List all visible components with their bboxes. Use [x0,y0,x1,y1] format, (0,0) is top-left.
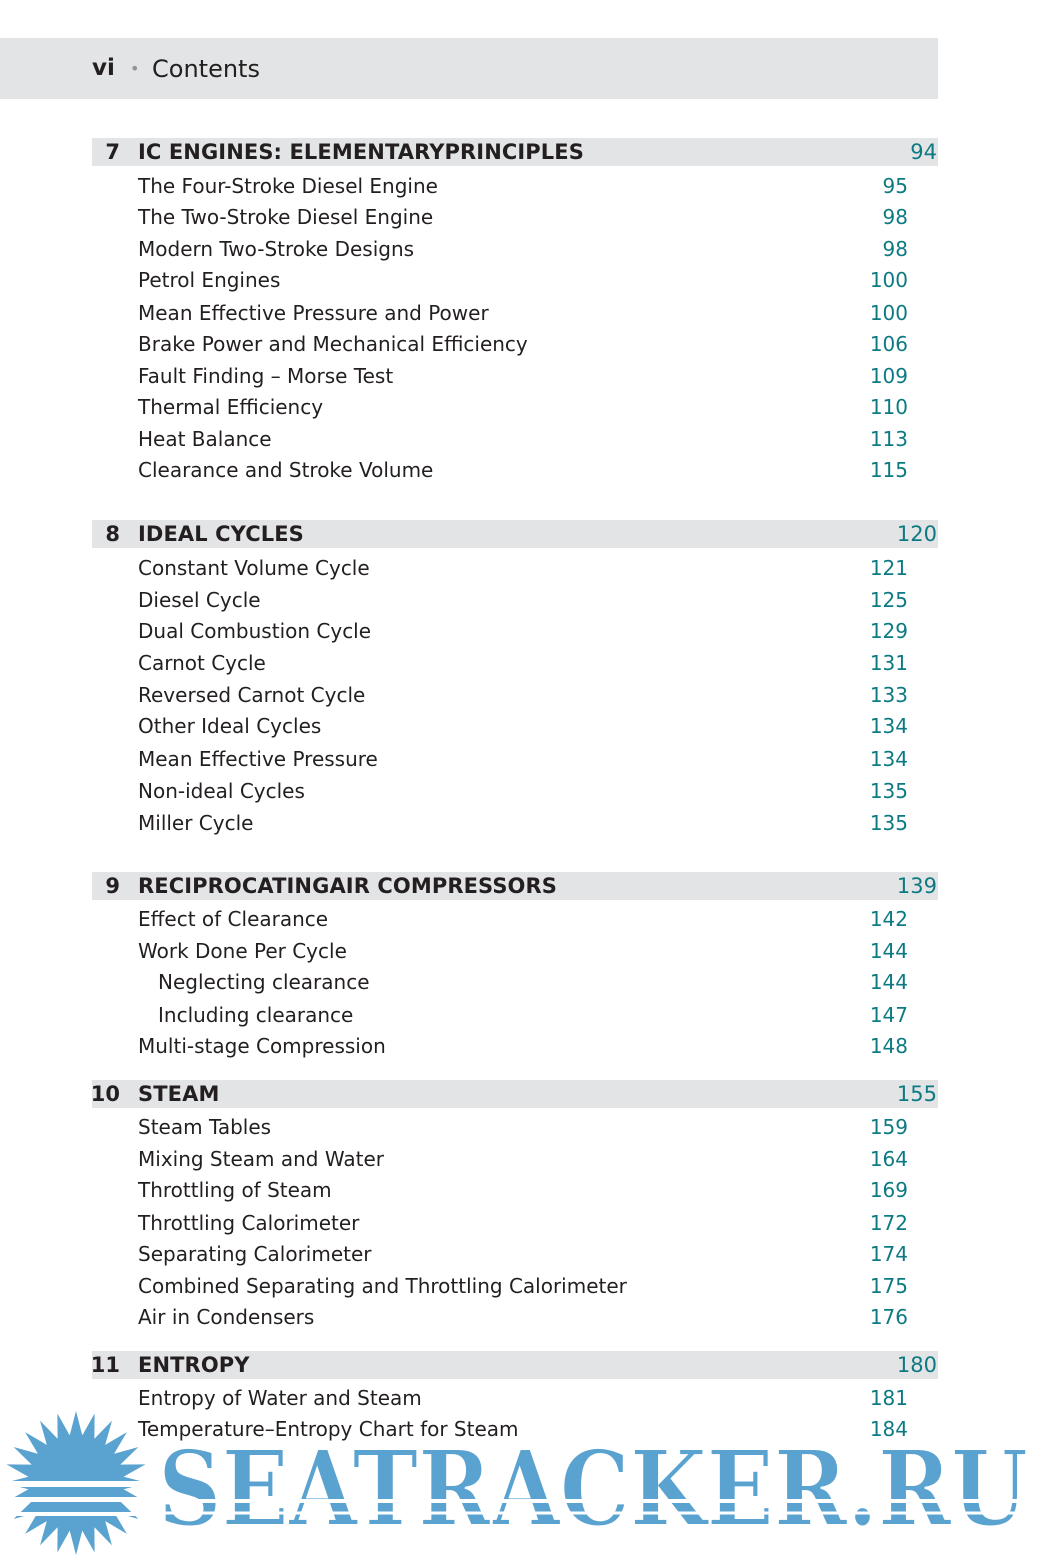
toc-entry[interactable]: Steam Tables [138,1115,272,1139]
toc-entry[interactable]: Effect of Clearance [138,907,329,931]
chapter-page[interactable]: 155 [896,1082,937,1106]
toc-page[interactable]: 106 [869,332,908,356]
toc-page[interactable]: 134 [869,714,908,738]
chapter-title[interactable]: IC ENGINES: ELEMENTARYPRINCIPLES [138,140,584,164]
toc-entry[interactable]: Thermal Efficiency [138,395,324,419]
toc-entry[interactable]: The Four-Stroke Diesel Engine [138,174,438,198]
toc-entry[interactable]: The Two-Stroke Diesel Engine [138,205,434,229]
chapter-title[interactable]: IDEAL CYCLES [138,522,304,546]
toc-entry[interactable]: Carnot Cycle [138,651,266,675]
toc-page[interactable]: 121 [869,556,908,580]
toc-page[interactable]: 135 [869,779,908,803]
toc-page[interactable]: 98 [882,237,908,261]
chapter-number: 11 [90,1353,120,1377]
toc-page[interactable]: 181 [869,1386,908,1410]
toc-page[interactable]: 131 [869,651,908,675]
toc-entry[interactable]: Separating Calorimeter [138,1242,372,1266]
toc-entry[interactable]: Diesel Cycle [138,588,261,612]
toc-entry[interactable]: Throttling of Steam [138,1178,332,1202]
chapter-page[interactable]: 94 [910,140,937,164]
chapter-number: 9 [105,874,120,898]
watermark-text: SEATRACKER.RU [158,1427,1028,1550]
toc-page[interactable]: 98 [882,205,908,229]
toc-entry[interactable]: Brake Power and Mechanical Efficiency [138,332,528,356]
watermark [0,1405,1041,1561]
toc-page[interactable]: 142 [869,907,908,931]
toc-entry[interactable]: Entropy of Water and Steam [138,1386,422,1410]
toc-page[interactable]: 109 [869,364,908,388]
toc-page[interactable]: 172 [869,1211,908,1235]
chapter-number: 10 [90,1082,120,1106]
toc-page[interactable]: 129 [869,619,908,643]
toc-subentry[interactable]: Neglecting clearance [158,970,370,994]
chapter-title[interactable]: ENTROPY [138,1353,250,1377]
chapter-page[interactable]: 139 [896,874,937,898]
toc-entry[interactable]: Mean Effective Pressure [138,747,378,771]
page-number: vi [92,55,115,81]
toc-subentry[interactable]: Including clearance [158,1003,354,1027]
toc-entry[interactable]: Non-ideal Cycles [138,779,305,803]
page-title: Contents [152,55,260,83]
header-separator: • [130,59,140,78]
sun-icon [0,1411,160,1555]
toc-entry[interactable]: Miller Cycle [138,811,254,835]
toc-entry[interactable]: Combined Separating and Throttling Calorimeter [138,1274,627,1298]
chapter-title[interactable]: STEAM [138,1082,220,1106]
toc-page[interactable]: 184 [869,1417,908,1441]
toc-entry[interactable]: Clearance and Stroke Volume [138,458,434,482]
chapter-number: 8 [105,522,120,546]
toc-entry[interactable]: Multi-stage Compression [138,1034,386,1058]
toc-page[interactable]: 176 [869,1305,908,1329]
chapter-page[interactable]: 180 [896,1353,937,1377]
toc-page[interactable]: 164 [869,1147,908,1171]
toc-page[interactable]: 148 [869,1034,908,1058]
toc-page[interactable]: 113 [869,427,908,451]
toc-page[interactable]: 147 [869,1003,908,1027]
toc-entry[interactable]: Modern Two-Stroke Designs [138,237,415,261]
toc-entry[interactable]: Heat Balance [138,427,272,451]
chapter-title[interactable]: RECIPROCATINGAIR COMPRESSORS [138,874,558,898]
chapter-page[interactable]: 120 [896,522,937,546]
toc-entry[interactable]: Petrol Engines [138,268,281,292]
toc-page[interactable]: 125 [869,588,908,612]
toc-page[interactable]: 95 [882,174,908,198]
toc-entry[interactable]: Throttling Calorimeter [138,1211,360,1235]
toc-page[interactable]: 115 [869,458,908,482]
toc-entry[interactable]: Work Done Per Cycle [138,939,347,963]
toc-page[interactable]: 144 [869,970,908,994]
toc-entry[interactable]: Reversed Carnot Cycle [138,683,366,707]
toc-page[interactable]: 100 [869,268,908,292]
toc-page[interactable]: 133 [869,683,908,707]
toc-entry[interactable]: Mean Effective Pressure and Power [138,301,489,325]
running-header [0,38,938,99]
toc-page[interactable]: 169 [869,1178,908,1202]
toc-entry[interactable]: Temperature–Entropy Chart for Steam [138,1417,519,1441]
toc-entry[interactable]: Mixing Steam and Water [138,1147,384,1171]
toc-page[interactable]: 159 [869,1115,908,1139]
chapter-number: 7 [105,140,120,164]
toc-page[interactable]: 110 [869,395,908,419]
toc-entry[interactable]: Other Ideal Cycles [138,714,322,738]
toc-page[interactable]: 144 [869,939,908,963]
toc-page[interactable]: 134 [869,747,908,771]
toc-page[interactable]: 175 [869,1274,908,1298]
toc-page[interactable]: 135 [869,811,908,835]
toc-entry[interactable]: Air in Condensers [138,1305,315,1329]
toc-entry[interactable]: Fault Finding – Morse Test [138,364,394,388]
toc-entry[interactable]: Dual Combustion Cycle [138,619,372,643]
toc-page[interactable]: 100 [869,301,908,325]
toc-entry[interactable]: Constant Volume Cycle [138,556,370,580]
toc-page[interactable]: 174 [869,1242,908,1266]
